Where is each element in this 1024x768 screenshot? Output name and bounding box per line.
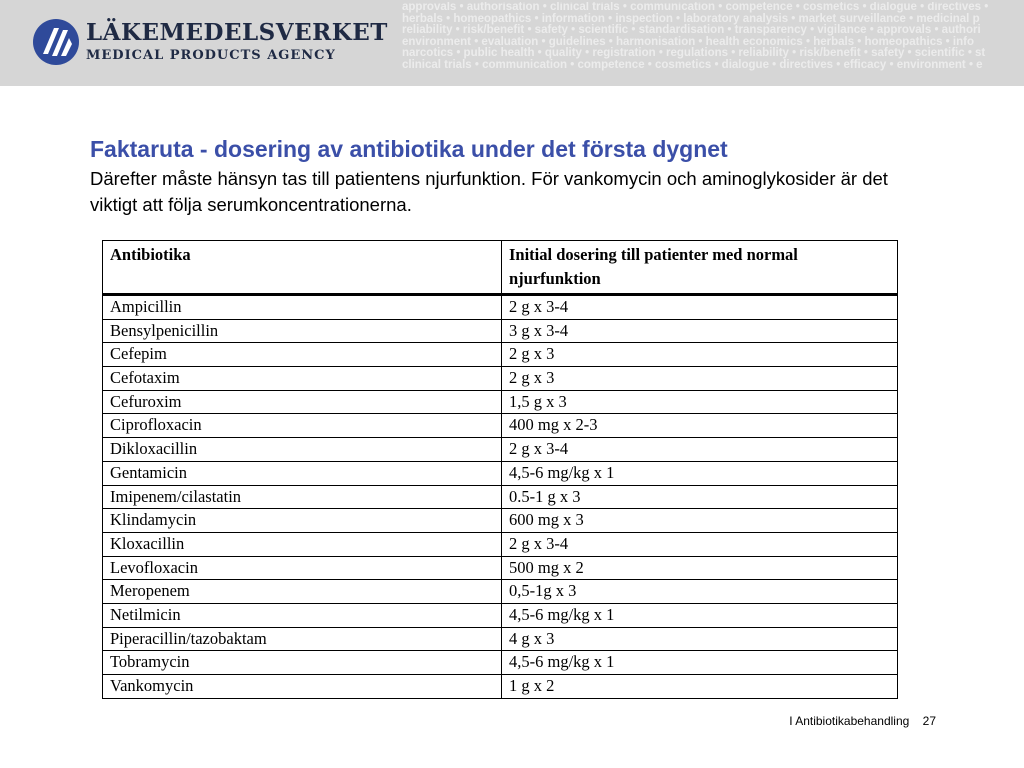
antibiotic-cell: Cefuroxim xyxy=(103,390,502,414)
antibiotic-cell: Tobramycin xyxy=(103,651,502,675)
table-header-row xyxy=(103,241,898,295)
antibiotic-cell: Cefepim xyxy=(103,343,502,367)
antibiotic-cell: Ciprofloxacin xyxy=(103,414,502,438)
keyword-line: environment • evaluation • guidelines • harmonisation • health economics • herbals • homeopathics • info xyxy=(402,35,974,48)
footer-section: I Antibiotikabehandling xyxy=(789,714,910,728)
keyword-line: clinical trials • communication • competence • cosmetics • dialogue • directives • efficacy • environment • e xyxy=(402,58,983,71)
dosage-cell: 4,5-6 mg/kg x 1 xyxy=(502,603,898,627)
slide-footer xyxy=(779,714,936,728)
keyword-line: reliability • risk/benefit • safety • scientific • standardisation • transparency • vigilance • approvals • authori xyxy=(402,24,981,36)
dosing-table xyxy=(102,240,898,699)
keyword-banner xyxy=(402,2,1024,86)
antibiotic-cell: Piperacillin/tazobaktam xyxy=(103,627,502,651)
table-row xyxy=(103,438,898,462)
dosage-cell: 500 mg x 2 xyxy=(502,556,898,580)
table-row xyxy=(103,651,898,675)
table-row xyxy=(103,295,898,320)
antibiotic-cell: Kloxacillin xyxy=(103,532,502,556)
lakemedelsverket-logo-icon xyxy=(32,18,80,66)
table-row xyxy=(103,580,898,604)
table-row xyxy=(103,367,898,391)
column-header-antibiotic: Antibiotika xyxy=(103,241,502,295)
antibiotic-cell: Ampicillin xyxy=(103,295,502,320)
dosage-cell: 400 mg x 2-3 xyxy=(502,414,898,438)
keyword-line: approvals • authorisation • clinical trials • communication • competence • cosmetics • dialogue • directives • xyxy=(402,2,989,13)
table-row xyxy=(103,485,898,509)
dosage-cell: 4,5-6 mg/kg x 1 xyxy=(502,461,898,485)
antibiotic-cell: Cefotaxim xyxy=(103,367,502,391)
table-row xyxy=(103,675,898,699)
antibiotic-cell: Dikloxacillin xyxy=(103,438,502,462)
table-row xyxy=(103,461,898,485)
dosage-cell: 2 g x 3 xyxy=(502,343,898,367)
table-row xyxy=(103,603,898,627)
dosage-cell: 1,5 g x 3 xyxy=(502,390,898,414)
table-row xyxy=(103,509,898,533)
slide-title: Faktaruta - dosering av antibiotika under det första dygnet xyxy=(90,136,728,162)
brand xyxy=(86,20,388,64)
brand-name: LÄKEMEDELSVERKET xyxy=(86,19,388,46)
table-row xyxy=(103,627,898,651)
antibiotic-cell: Gentamicin xyxy=(103,461,502,485)
dosage-cell: 2 g x 3 xyxy=(502,367,898,391)
antibiotic-cell: Imipenem/cilastatin xyxy=(103,485,502,509)
antibiotic-cell: Levofloxacin xyxy=(103,556,502,580)
antibiotic-cell: Klindamycin xyxy=(103,509,502,533)
dosage-cell: 2 g x 3-4 xyxy=(502,295,898,320)
dosage-cell: 0.5-1 g x 3 xyxy=(502,485,898,509)
table-body xyxy=(103,295,898,699)
antibiotic-cell: Meropenem xyxy=(103,580,502,604)
dosage-cell: 2 g x 3-4 xyxy=(502,532,898,556)
antibiotic-cell: Vankomycin xyxy=(103,675,502,699)
dosage-cell: 0,5-1g x 3 xyxy=(502,580,898,604)
keyword-line: narcotics • public health • quality • registration • regulations • reliability • risk/benefit • safety • scientific • st xyxy=(402,47,986,59)
brand-subtitle: MEDICAL PRODUCTS AGENCY xyxy=(86,48,336,63)
table-row xyxy=(103,343,898,367)
table-row xyxy=(103,319,898,343)
table-row xyxy=(103,414,898,438)
dosage-cell: 4,5-6 mg/kg x 1 xyxy=(502,651,898,675)
table-row xyxy=(103,532,898,556)
table-row xyxy=(103,390,898,414)
dosage-cell: 3 g x 3-4 xyxy=(502,319,898,343)
dosage-cell: 2 g x 3-4 xyxy=(502,438,898,462)
slide-subtitle: Därefter måste hänsyn tas till patientens njurfunktion. För vankomycin och aminoglykosider är det viktigt att följa serumkoncentrationerna. xyxy=(90,168,888,215)
keyword-line: herbals • homeopathics • information • inspection • laboratory analysis • market surveillance • medicinal p xyxy=(402,12,980,25)
antibiotic-cell: Netilmicin xyxy=(103,603,502,627)
page-number: 27 xyxy=(922,714,936,728)
slide-header xyxy=(0,0,1024,86)
dosage-cell: 4 g x 3 xyxy=(502,627,898,651)
column-header-dosage: Initial dosering till patienter med normal njurfunktion xyxy=(502,241,898,295)
table-row xyxy=(103,556,898,580)
antibiotic-cell: Bensylpenicillin xyxy=(103,319,502,343)
dosage-cell: 1 g x 2 xyxy=(502,675,898,699)
dosage-cell: 600 mg x 3 xyxy=(502,509,898,533)
